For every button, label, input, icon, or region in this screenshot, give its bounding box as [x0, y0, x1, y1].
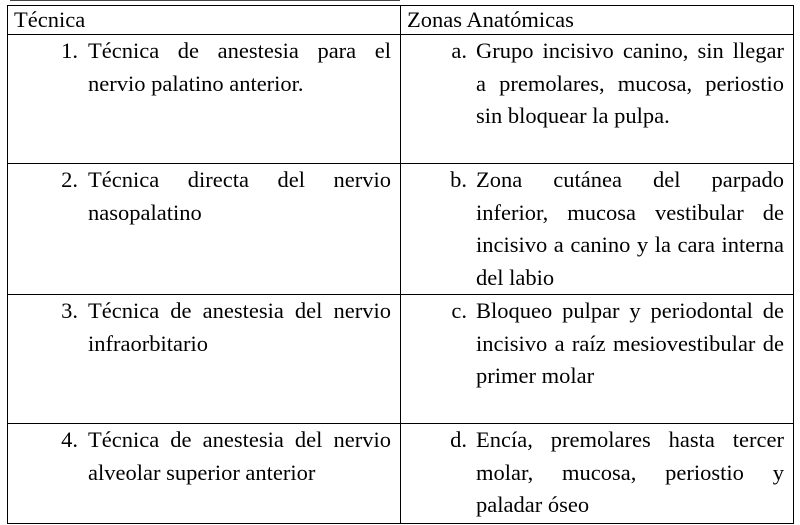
tecnica-cell	[8, 164, 401, 295]
zona-letter: c.	[451, 298, 467, 323]
zona-cell	[401, 164, 794, 295]
tecnica-text: Técnica directa del nervio nasopalatino	[88, 167, 391, 225]
zona-letter: b.	[450, 167, 467, 192]
tecnica-text: Técnica de anestesia del nervio infraorbitario	[88, 298, 391, 356]
cropped-caption-line	[10, 0, 400, 4]
zona-letter: d.	[450, 427, 467, 452]
table-header-row	[8, 6, 794, 35]
zona-cell	[401, 424, 794, 524]
tecnica-text: Técnica de anestesia para el nervio palatino anterior.	[88, 38, 391, 96]
tecnica-number: 3.	[61, 298, 78, 323]
tecnica-cell	[8, 295, 401, 424]
tecnica-number: 4.	[61, 427, 78, 452]
table-row	[8, 424, 794, 524]
tecnica-number: 2.	[61, 167, 78, 192]
tecnica-cell	[8, 35, 401, 164]
table-row	[8, 35, 794, 164]
matching-table	[7, 5, 794, 524]
tecnica-cell	[8, 424, 401, 524]
zona-text: Zona cutánea del parpado inferior, mucosa vestibular de incisivo a canino y la cara interna del labio	[476, 167, 784, 290]
header-tecnica: Técnica	[8, 6, 401, 35]
zona-text: Bloqueo pulpar y periodontal de incisivo a raíz mesiovestibular de primer molar	[476, 298, 784, 388]
table-row	[8, 295, 794, 424]
zona-cell	[401, 35, 794, 164]
table-row	[8, 164, 794, 295]
zona-letter: a.	[451, 38, 467, 63]
zona-text: Encía, premolares hasta tercer molar, mucosa, periostio y paladar óseo	[476, 427, 784, 517]
zona-text: Grupo incisivo canino, sin llegar a premolares, mucosa, periostio sin bloquear la pulpa.	[476, 38, 784, 128]
tecnica-number: 1.	[61, 38, 78, 63]
zona-cell	[401, 295, 794, 424]
header-zonas-anatomicas: Zonas Anatómicas	[401, 6, 794, 35]
tecnica-text: Técnica de anestesia del nervio alveolar superior anterior	[88, 427, 391, 485]
